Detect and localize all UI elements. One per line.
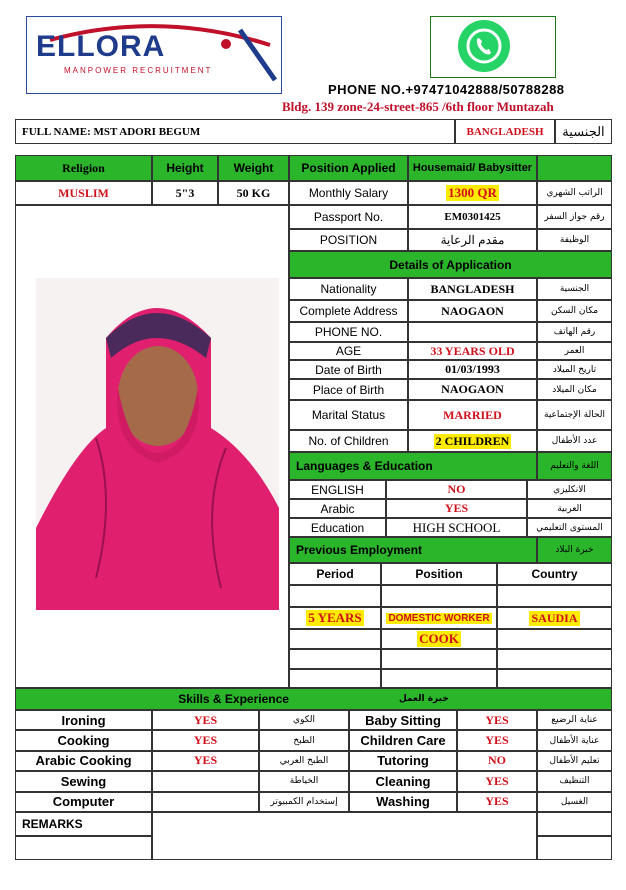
detail-value: 2 CHILDREN [408,430,537,452]
position-applied-value: Housemaid/ Babysitter [408,155,537,181]
employment-header-position: Position [381,563,497,585]
skill-value: YES [152,730,259,750]
employment-blank [497,669,612,688]
employment-title: Previous Employment [289,537,537,563]
header-position-applied: Position Applied [289,155,408,181]
employment-period: 5 YEARS [289,607,381,629]
skill-label: Cleaning [349,771,457,791]
skill-label: Children Care [349,730,457,750]
logo-subtitle: MANPOWER RECRUITMENT [64,66,213,75]
skill-ar: الكوي [259,710,349,730]
skill-ar: الطبخ [259,730,349,750]
applicant-photo [36,278,279,610]
skills-title-ar: خبرة العمل [398,694,449,704]
skill-ar: عناية الأطفال [537,730,612,750]
detail-value: NAOGAON [408,300,537,322]
detail-ar: مكان الميلاد [537,379,612,400]
employment-header-period: Period [289,563,381,585]
detail-label: PHONE NO. [289,322,408,342]
detail-ar: رقم الهاتف [537,322,612,342]
detail-ar: الجنسية [537,278,612,300]
skill-ar: إستخدام الكمبيوتر [259,792,349,812]
skill-ar: الطبخ العربي [259,751,349,771]
remarks-box [152,812,537,860]
detail-ar: العمر [537,342,612,360]
skill-value [152,792,259,812]
employment-blank [497,649,612,669]
skills-title: Skills & Experience [178,692,289,706]
weight-value: 50 KG [218,181,289,205]
employment-blank [289,669,381,688]
details-title: Details of Application [289,251,612,278]
passport-ar: رقم جواز السفر [537,205,612,229]
employment-blank [381,585,497,607]
skill-label: Tutoring [349,751,457,771]
religion-value: MUSLIM [15,181,152,205]
remarks-blank [537,836,612,860]
skill-label: Cooking [15,730,152,750]
skill-value: YES [457,710,537,730]
skill-label: Ironing [15,710,152,730]
language-ar: العربية [527,499,612,518]
position-label: POSITION [289,229,408,251]
employment-blank [381,669,497,688]
skill-ar: الغسيل [537,792,612,812]
position-value: مقدم الرعاية [408,229,537,251]
salary-value: 1300 QR [408,181,537,205]
skill-value: YES [457,771,537,791]
skill-value: YES [152,751,259,771]
language-value: YES [386,499,527,518]
employment-blank [289,585,381,607]
skill-label: Baby Sitting [349,710,457,730]
skill-value: YES [457,730,537,750]
detail-value: 33 YEARS OLD [408,342,537,360]
employment-title-ar: خبرة البلاد [537,537,612,563]
passport-label: Passport No. [289,205,408,229]
skill-value: YES [152,710,259,730]
employment-blank [289,649,381,669]
skill-value [152,771,259,791]
position-ar: الوظيفة [537,229,612,251]
remarks-blank [15,836,152,860]
detail-value: MARRIED [408,400,537,430]
languages-title-ar: اللغة والتعليم [537,452,612,480]
skill-ar: تعليم الأطفال [537,751,612,771]
detail-label: Place of Birth [289,379,408,400]
detail-ar: عدد الأطفال [537,430,612,452]
header-religion: Religion [15,155,152,181]
salary-label: Monthly Salary [289,181,408,205]
detail-ar: تاريخ الميلاد [537,360,612,379]
skill-ar: الخياطة [259,771,349,791]
office-address: Bldg. 139 zone-24-street-865 /6th floor Muntazah [282,99,554,114]
detail-label: Date of Birth [289,360,408,379]
employment-position-2: COOK [381,629,497,649]
skill-label: Washing [349,792,457,812]
language-value: HIGH SCHOOL [386,518,527,537]
employment-country: SAUDIA [497,607,612,629]
passport-value: EM0301425 [408,205,537,229]
remarks-blank [537,812,612,836]
remarks-label: REMARKS [15,812,152,836]
detail-value: 01/03/1993 [408,360,537,379]
detail-label: Complete Address [289,300,408,322]
skill-value: YES [457,792,537,812]
detail-value [408,322,537,342]
salary-ar: الراتب الشهري [537,181,612,205]
detail-value: NAOGAON [408,379,537,400]
employment-position-1: DOMESTIC WORKER [381,607,497,629]
languages-title: Languages & Education [289,452,537,480]
employment-blank [497,629,612,649]
skill-value: NO [457,751,537,771]
employment-blank [289,629,381,649]
skill-label: Sewing [15,771,152,791]
language-label: Education [289,518,386,537]
full-name: FULL NAME: MST ADORI BEGUM [15,119,455,144]
detail-label: Nationality [289,278,408,300]
header-blank [537,155,612,181]
detail-label: AGE [289,342,408,360]
language-value: NO [386,480,527,499]
detail-label: No. of Children [289,430,408,452]
detail-value: BANGLADESH [408,278,537,300]
language-ar: المستوى التعليمي [527,518,612,537]
name-row-country-ar: الجنسية [555,119,612,144]
skill-label: Computer [15,792,152,812]
skills-title-bar [15,688,612,710]
language-ar: الانكليزي [527,480,612,499]
employment-header-country: Country [497,563,612,585]
whatsapp-icon [458,20,510,72]
height-value: 5"3 [152,181,218,205]
detail-label: Marital Status [289,400,408,430]
header-weight: Weight [218,155,289,181]
phone-number: PHONE NO.+97471042888/50788288 [328,82,565,97]
employment-blank [497,585,612,607]
detail-ar: مكان السكن [537,300,612,322]
detail-ar: الحالة الإجتماعية [537,400,612,430]
logo-text: ELLORA [36,30,166,63]
language-label: Arabic [289,499,386,518]
name-row-country: BANGLADESH [455,119,555,144]
header-height: Height [152,155,218,181]
language-label: ENGLISH [289,480,386,499]
skill-label: Arabic Cooking [15,751,152,771]
employment-blank [381,649,497,669]
skill-ar: عناية الرضيع [537,710,612,730]
skill-ar: التنظيف [537,771,612,791]
